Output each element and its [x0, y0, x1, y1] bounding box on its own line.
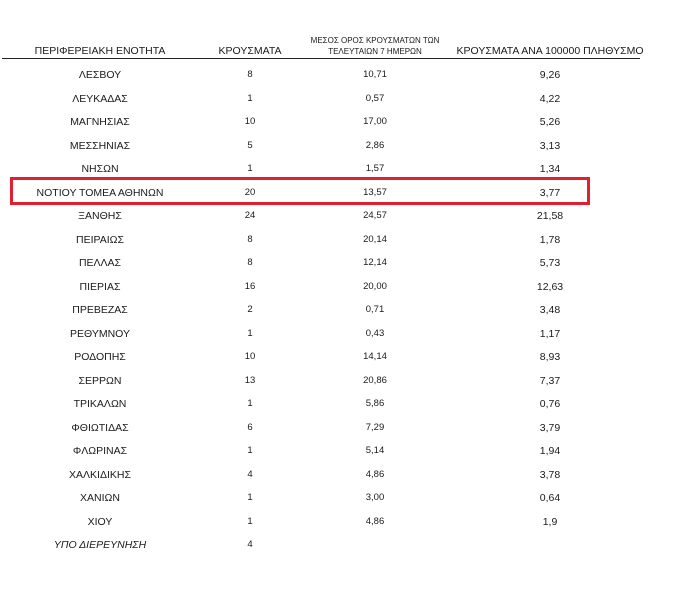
table-row [0, 326, 678, 342]
table-row [0, 91, 678, 107]
cell-per100k: 5,73 [539, 257, 561, 269]
cell-per100k: 1,9 [542, 515, 558, 528]
cell-cases: 1 [247, 398, 253, 409]
cell-region: ΤΡΙΚΑΛΩΝ [73, 398, 127, 410]
cell-cases: 8 [247, 233, 253, 245]
cell-per100k: 8,93 [539, 351, 561, 363]
cell-per100k: 0,76 [539, 398, 561, 410]
cell-avg: 20,00 [363, 280, 387, 292]
cell-per100k: 1,17 [539, 327, 561, 340]
cell-region: ΝΗΣΩΝ [81, 163, 119, 175]
cell-avg: 13,57 [363, 186, 387, 198]
cell-region: ΦΛΩΡΙΝΑΣ [72, 445, 128, 457]
cell-region: ΠΙΕΡΙΑΣ [79, 280, 121, 293]
table-row [0, 537, 678, 553]
cell-cases: 20 [244, 186, 256, 198]
table-row [0, 255, 678, 271]
cell-avg: 4,86 [365, 468, 385, 480]
header-divider [2, 58, 640, 59]
cell-avg: 2,86 [365, 139, 385, 151]
cell-avg: 4,86 [365, 515, 385, 527]
table-row [0, 396, 678, 412]
cell-per100k: 0,64 [539, 492, 561, 504]
cell-per100k: 21,58 [536, 210, 564, 222]
cell-cases: 2 [247, 304, 253, 315]
cell-per100k: 3,78 [539, 468, 561, 481]
cell-avg: 3,00 [365, 492, 385, 503]
cell-per100k: 1,78 [539, 233, 561, 246]
cell-region: ΡΟΔΟΠΗΣ [74, 351, 126, 363]
cell-region: ΠΕΛΛΑΣ [78, 257, 122, 269]
cell-per100k: 4,22 [539, 92, 561, 105]
cell-region: ΜΕΣΣΗΝΙΑΣ [69, 139, 131, 152]
table-row [0, 67, 678, 83]
table-row [0, 279, 678, 295]
table-row [0, 443, 678, 459]
cell-cases: 1 [247, 92, 253, 104]
cell-cases: 16 [244, 280, 256, 292]
cell-avg: 20,14 [363, 233, 387, 245]
cell-avg: 5,14 [365, 445, 385, 456]
cell-avg: 14,14 [363, 351, 387, 362]
cell-cases: 10 [244, 116, 256, 127]
cell-cases: 6 [247, 421, 253, 433]
table-row [0, 302, 678, 318]
cell-avg: 20,86 [363, 374, 387, 386]
cell-per100k: 3,77 [539, 186, 561, 199]
highlight-box [10, 177, 590, 205]
header-region: ΠΕΡΙΦΕΡΕΙΑΚΗ ΕΝΟΤΗΤΑ [34, 45, 166, 57]
cell-per100k: 7,37 [539, 374, 561, 387]
header-per100k: ΚΡΟΥΣΜΑΤΑ ΑΝΑ 100000 ΠΛΗΘΥΣΜΟ [456, 45, 644, 57]
table-row [0, 490, 678, 506]
cell-cases: 24 [244, 210, 256, 221]
cell-cases: 1 [247, 327, 253, 339]
table-row [0, 232, 678, 248]
cell-region: ΠΕΙΡΑΙΩΣ [76, 233, 124, 246]
cell-per100k: 1,34 [539, 163, 561, 175]
cell-region: ΞΑΝΘΗΣ [78, 210, 122, 222]
cell-per100k: 5,26 [539, 116, 561, 128]
cell-per100k: 9,26 [539, 69, 561, 81]
table-row [0, 420, 678, 436]
table-row [0, 161, 678, 177]
cell-region: ΣΕΡΡΩΝ [78, 374, 122, 387]
table-row [0, 138, 678, 154]
cell-cases: 13 [244, 374, 256, 386]
cell-cases: 5 [247, 139, 253, 151]
cell-cases: 1 [247, 492, 253, 503]
cell-region: ΝΟΤΙΟΥ ΤΟΜΕΑ ΑΘΗΝΩΝ [36, 186, 164, 199]
cell-cases: 8 [247, 69, 253, 80]
cell-per100k: 3,48 [539, 304, 561, 316]
cell-region: ΛΕΣΒΟΥ [78, 69, 122, 81]
cell-region: ΧΑΛΚΙΔΙΚΗΣ [69, 468, 131, 481]
table-row [0, 208, 678, 224]
cell-region: ΠΡΕΒΕΖΑΣ [72, 304, 128, 316]
cell-avg: 1,57 [365, 163, 385, 174]
cell-avg: 17,00 [363, 116, 387, 127]
cell-cases: 4 [247, 539, 253, 550]
cell-per100k: 1,94 [539, 445, 561, 457]
cell-region: ΦΘΙΩΤΙΔΑΣ [71, 421, 129, 434]
cell-region: ΡΕΘΥΜΝΟΥ [69, 327, 130, 340]
table-row [0, 467, 678, 483]
cell-cases: 10 [244, 351, 256, 362]
cell-per100k: 12,63 [536, 280, 564, 293]
cell-region: ΧΙΟΥ [87, 515, 113, 528]
header-cases: ΚΡΟΥΣΜΑΤΑ [218, 45, 282, 57]
cell-region: ΜΑΓΝΗΣΙΑΣ [70, 116, 130, 128]
cell-per100k: 3,13 [539, 139, 561, 152]
cell-region: ΛΕΥΚΑΔΑΣ [72, 92, 128, 105]
table-row [0, 373, 678, 389]
table-row [0, 349, 678, 365]
cell-avg: 0,43 [365, 327, 385, 339]
cell-region: ΥΠΟ ΔΙΕΡΕΥΝΗΣΗ [53, 539, 147, 551]
cell-avg: 7,29 [365, 421, 385, 433]
cell-avg: 0,71 [365, 304, 385, 315]
cell-per100k: 3,79 [539, 421, 561, 434]
cell-cases: 1 [247, 163, 253, 174]
cell-avg: 0,57 [365, 92, 385, 104]
cell-cases: 1 [247, 515, 253, 527]
header-avg-line1: ΜΕΣΟΣ ΟΡΟΣ ΚΡΟΥΣΜΑΤΩΝ ΤΩΝ [310, 36, 440, 45]
table-row [0, 114, 678, 130]
cell-avg: 12,14 [363, 257, 387, 268]
cell-avg: 24,57 [363, 210, 387, 221]
cell-cases: 1 [247, 445, 253, 456]
table-row [0, 514, 678, 530]
cell-avg: 5,86 [365, 398, 385, 409]
cell-avg: 10,71 [363, 69, 387, 80]
cell-region: ΧΑΝΙΩΝ [80, 492, 120, 504]
cell-cases: 4 [247, 468, 253, 480]
header-avg-line2: ΤΕΛΕΥΤΑΙΩΝ 7 ΗΜΕΡΩΝ [328, 47, 422, 56]
cell-cases: 8 [247, 257, 253, 268]
